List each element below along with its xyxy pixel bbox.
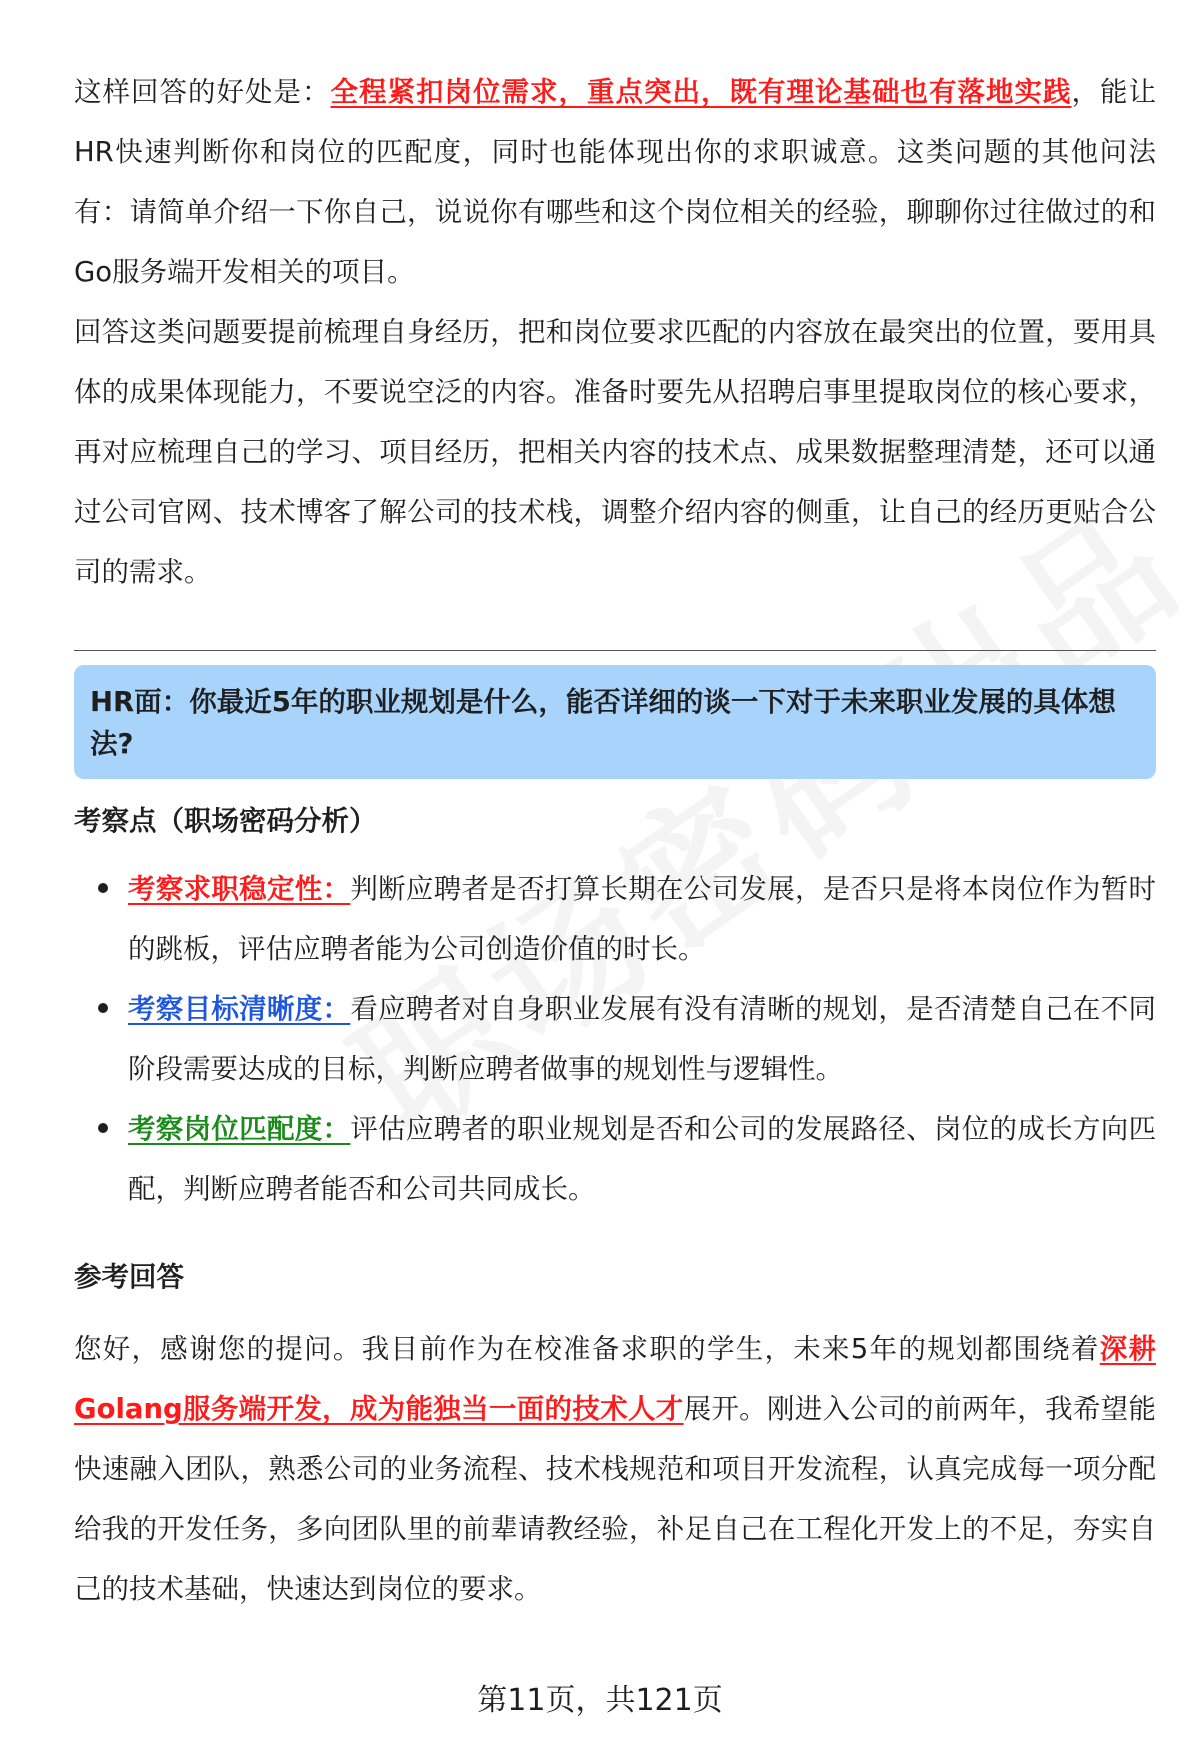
answer-highlight: 深耕Golang服务端开发，成为能独当一面的技术人才: [74, 1333, 1157, 1425]
points-list: [74, 859, 1156, 1219]
answer-prefix: 您好，感谢您的提问。我目前作为在校准备求职的学生，未来5年的规划都围绕着: [74, 1333, 1100, 1365]
bullet-icon: [98, 883, 108, 893]
list-item: [74, 859, 1156, 979]
answer-heading: 参考回答: [74, 1261, 184, 1293]
point-text: 看应聘者对自身职业发展有没有清晰的规划，是否清楚自己在不同阶段需要达成的目标，判断应聘者做事的规划性与逻辑性。: [128, 993, 1157, 1085]
point-label: 考察目标清晰度：: [128, 993, 351, 1025]
section-divider: [74, 650, 1156, 651]
list-item: [74, 1099, 1156, 1219]
point-label: 考察求职稳定性：: [128, 873, 351, 905]
answer-paragraph: [74, 1319, 1156, 1619]
point-label: 考察岗位匹配度：: [128, 1113, 351, 1145]
intro-p1-highlight: 全程紧扣岗位需求，重点突出，既有理论基础也有落地实践: [330, 76, 1072, 108]
intro-p1-suffix: ，能让HR快速判断你和岗位的匹配度，同时也能体现出你的求职诚意。这类问题的其他问法有：请简单介绍一下你自己，说说你有哪些和这个岗位相关的经验，聊聊你过往做过的和Go服务端开发相关的项目。: [74, 76, 1156, 288]
question-box: HR面：你最近5年的职业规划是什么，能否详细的谈一下对于未来职业发展的具体想法?: [74, 665, 1156, 779]
list-item: [74, 979, 1156, 1099]
point-text: 评估应聘者的职业规划是否和公司的发展路径、岗位的成长方向匹配，判断应聘者能否和公司共同成长。: [128, 1113, 1157, 1205]
intro-paragraph-2: 回答这类问题要提前梳理自身经历，把和岗位要求匹配的内容放在最突出的位置，要用具体的成果体现能力，不要说空泛的内容。准备时要先从招聘启事里提取岗位的核心要求，再对应梳理自己的学习、项目经历，把相关内容的技术点、成果数据整理清楚，还可以通过公司官网、技术博客了解公司的技术栈，调整介绍内容的侧重，让自己的经历更贴合公司的需求。: [74, 316, 1156, 588]
bullet-icon: [98, 1123, 108, 1133]
point-text: 判断应聘者是否打算长期在公司发展，是否只是将本岗位作为暂时的跳板，评估应聘者能为公司创造价值的时长。: [128, 873, 1157, 965]
answer-suffix: 展开。刚进入公司的前两年，我希望能快速融入团队，熟悉公司的业务流程、技术栈规范和项目开发流程，认真完成每一项分配给我的开发任务，多向团队里的前辈请教经验，补足自己在工程化开发上的不足，夯实自己的技术基础，快速达到岗位的要求。: [74, 1393, 1156, 1605]
page-content: [74, 62, 1156, 1619]
page-number: 第11页，共121页: [477, 1683, 723, 1718]
bullet-icon: [98, 1003, 108, 1013]
intro-paragraph-1: [74, 62, 1156, 302]
intro-p1-prefix: 这样回答的好处是：: [74, 76, 331, 108]
points-heading: 考察点（职场密码分析）: [74, 805, 377, 837]
